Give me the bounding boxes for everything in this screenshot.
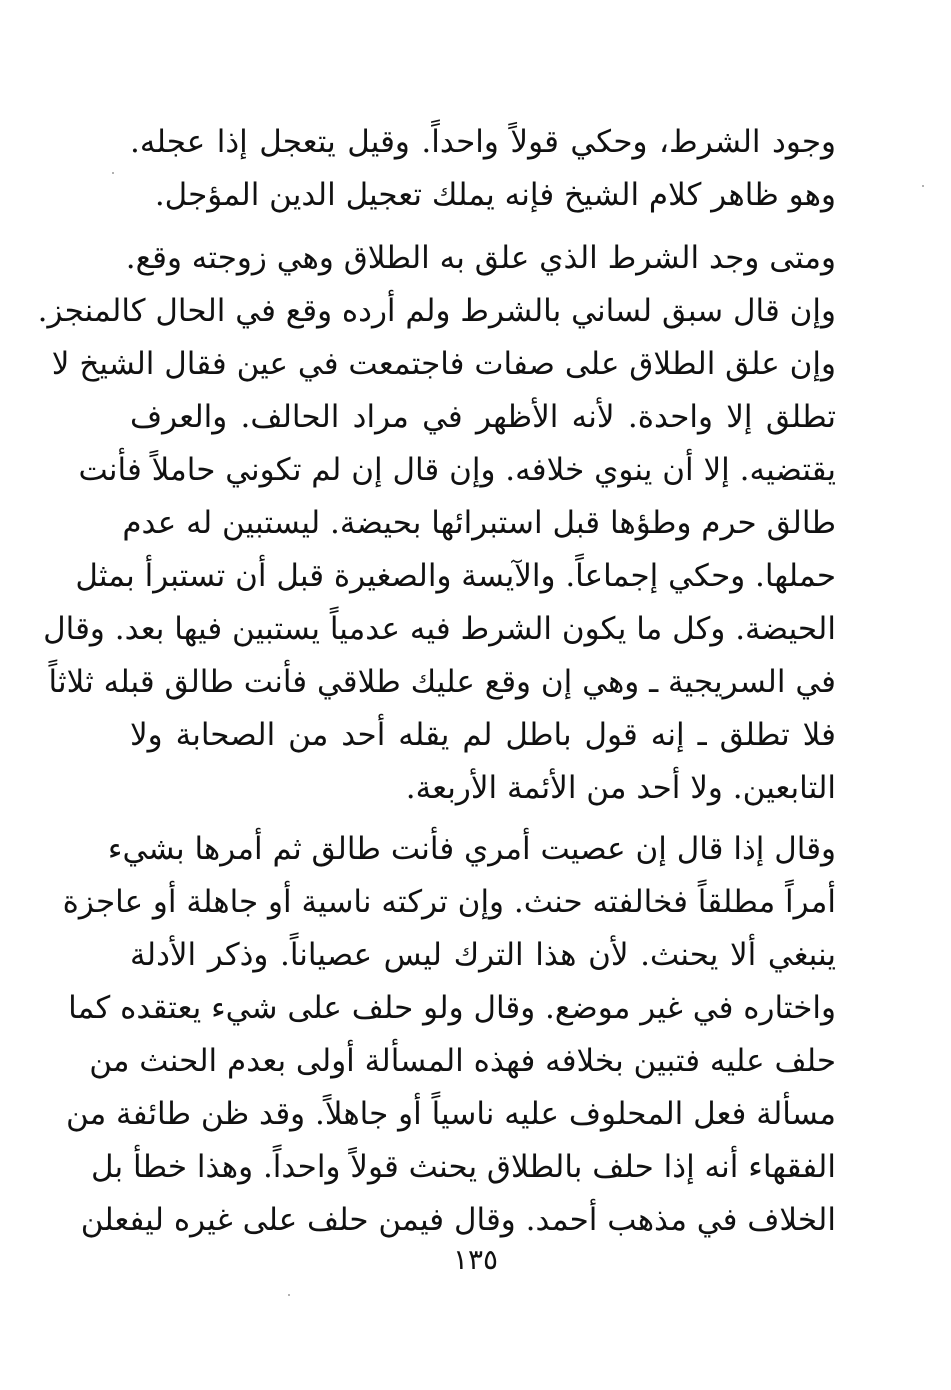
text-line: ومتى وجد الشرط الذي علق به الطلاق وهي زوجته وقع. [125, 240, 836, 276]
text-line: الحيضة. وكل ما يكون الشرط فيه عدمياً يستبين فيها بعد. وقال [43, 611, 836, 647]
text-line: تطلق إلا واحدة. لأنه الأظهر في مراد الحالف. والعرف [130, 399, 836, 435]
text-line: طالق حرم وطؤها قبل استبرائها بحيضة. ليستبين له عدم [122, 505, 836, 541]
scan-speck [112, 172, 114, 174]
text-line: الفقهاء أنه إذا حلف بالطلاق يحنث قولاً واحداً. وهذا خطأ بل [91, 1149, 836, 1185]
text-line: وهو ظاهر كلام الشيخ فإنه يملك تعجيل الدين المؤجل. [154, 177, 836, 213]
text-line: وإن قال سبق لساني بالشرط ولم أرده وقع في الحال كالمنجز. [37, 293, 836, 329]
scan-speck [922, 185, 924, 187]
text-line: حملها. وحكي إجماعاً. والآيسة والصغيرة قبل أن تستبرأ بمثل [75, 558, 836, 594]
text-line: وقال إذا قال إن عصيت أمري فأنت طالق ثم أمرها بشيء [107, 831, 836, 867]
text-line: فلا تطلق ـ إنه قول باطل لم يقله أحد من الصحابة ولا [130, 717, 836, 753]
text-line: الخلاف في مذهب أحمد. وقال فيمن حلف على غيره ليفعلن [80, 1202, 836, 1238]
text-line: ينبغي ألا يحنث. لأن هذا الترك ليس عصياناً. وذكر الأدلة [130, 937, 836, 973]
scan-speck [288, 1294, 290, 1296]
text-line: واختاره في غير موضع. وقال ولو حلف على شيء يعتقده كما [68, 990, 836, 1026]
text-line: في السريجية ـ وهي إن وقع عليك طلاقي فأنت طالق قبله ثلاثاً [48, 664, 836, 700]
text-line: مسألة فعل المحلوف عليه ناسياً أو جاهلاً. وقد ظن طائفة من [65, 1096, 836, 1132]
text-line: حلف عليه فتبين بخلافه فهذه المسألة أولى بعدم الحنث من [89, 1043, 836, 1079]
paragraph-3 [62, 823, 836, 1247]
paragraph-2 [37, 232, 836, 815]
paragraph-1 [130, 116, 836, 222]
text-line: يقتضيه. إلا أن ينوي خلافه. وإن قال إن لم تكوني حاملاً فأنت [78, 452, 836, 488]
page-number: ١٣٥ [452, 1243, 499, 1276]
text-line: وجود الشرط، وحكي قولاً واحداً. وقيل يتعجل إذا عجله. [130, 124, 836, 160]
text-line: التابعين. ولا أحد من الأئمة الأربعة. [405, 770, 836, 806]
text-line: وإن علق الطلاق على صفات فاجتمعت في عين فقال الشيخ لا [51, 346, 836, 382]
text-line: أمراً مطلقاً فخالفته حنث. وإن تركته ناسية أو جاهلة أو عاجزة [62, 884, 836, 920]
